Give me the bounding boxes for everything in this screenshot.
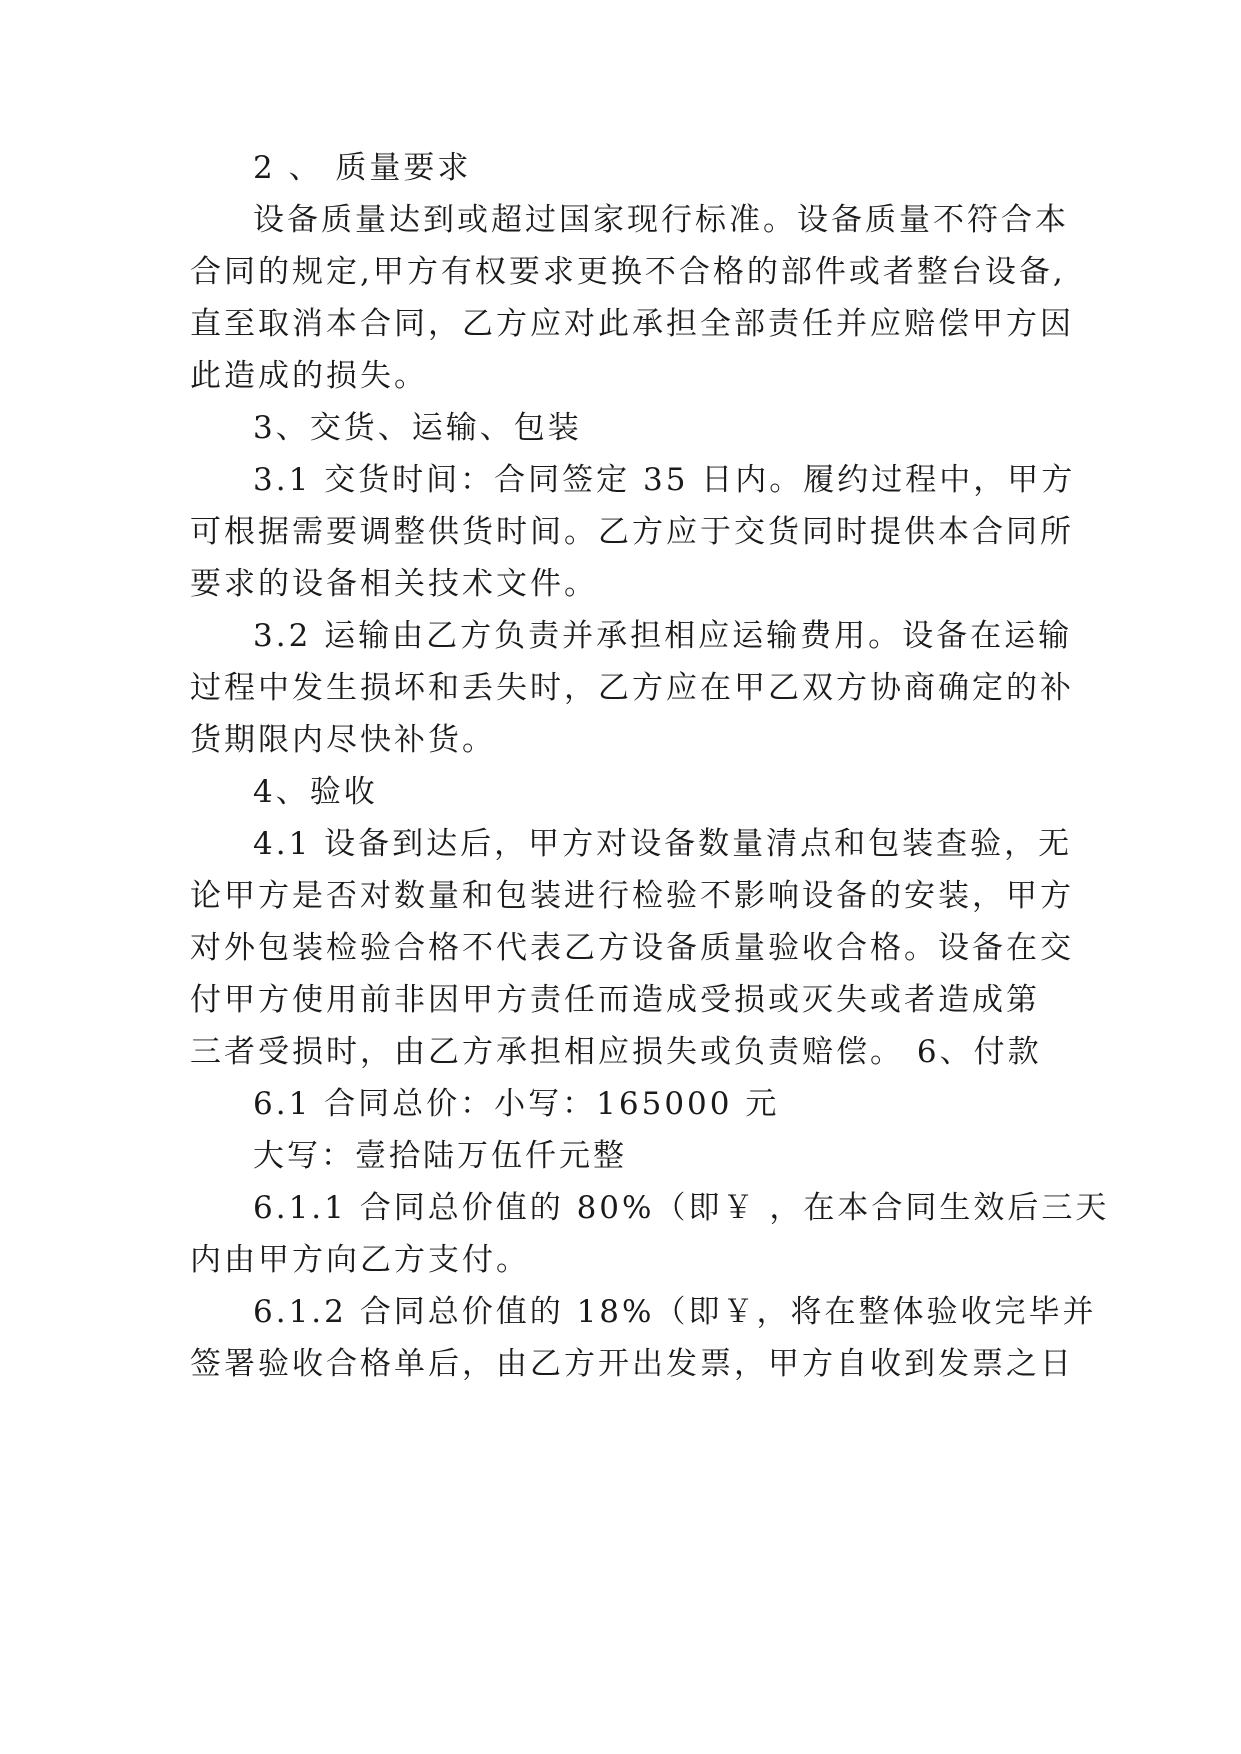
section-heading-acceptance: 4、验收 bbox=[253, 774, 378, 810]
paragraph-line: 6.1 合同总价：小写：165000 元 bbox=[253, 1086, 780, 1122]
paragraph-line: 货期限内尽快补货。 bbox=[190, 722, 496, 758]
paragraph-line: 4.1 设备到达后，甲方对设备数量清点和包装查验，无 bbox=[253, 826, 1073, 862]
paragraph-line: 大写：壹拾陆万伍仟元整 bbox=[253, 1138, 627, 1174]
paragraph-line: 设备质量达到或超过国家现行标准。设备质量不符合本 bbox=[253, 202, 1069, 238]
paragraph-line: 签署验收合格单后，由乙方开出发票，甲方自收到发票之日 bbox=[190, 1346, 1074, 1382]
paragraph-line: 3.1 交货时间：合同签定 35 日内。履约过程中，甲方 bbox=[253, 462, 1076, 498]
paragraph-line: 要求的设备相关技术文件。 bbox=[190, 566, 598, 602]
paragraph-line: 内由甲方向乙方支付。 bbox=[190, 1242, 530, 1278]
paragraph-line: 论甲方是否对数量和包装进行检验不影响设备的安装，甲方 bbox=[190, 878, 1074, 914]
paragraph-line: 三者受损时，由乙方承担相应损失或负责赔偿。 6、付款 bbox=[190, 1034, 1042, 1070]
paragraph-line: 6.1.1 合同总价值的 80%（即￥ ，在本合同生效后三天 bbox=[253, 1190, 1110, 1226]
paragraph-line: 合同的规定,甲方有权要求更换不合格的部件或者整台设备, bbox=[190, 254, 1066, 290]
paragraph-line: 此造成的损失。 bbox=[190, 358, 428, 394]
section-heading-delivery: 3、交货、运输、包装 bbox=[253, 410, 582, 446]
paragraph-line: 可根据需要调整供货时间。乙方应于交货同时提供本合同所 bbox=[190, 514, 1074, 550]
paragraph-line: 过程中发生损坏和丢失时，乙方应在甲乙双方协商确定的补 bbox=[190, 670, 1074, 706]
paragraph-line: 6.1.2 合同总价值的 18%（即￥，将在整体验收完毕并 bbox=[253, 1294, 1097, 1330]
section-heading-quality: 2 、 质量要求 bbox=[253, 150, 472, 186]
paragraph-line: 付甲方使用前非因甲方责任而造成受损或灭失或者造成第 bbox=[190, 982, 1040, 1018]
paragraph-line: 直至取消本合同，乙方应对此承担全部责任并应赔偿甲方因 bbox=[190, 306, 1074, 342]
paragraph-line: 对外包装检验合格不代表乙方设备质量验收合格。设备在交 bbox=[190, 930, 1074, 966]
paragraph-line: 3.2 运输由乙方负责并承担相应运输费用。设备在运输 bbox=[253, 618, 1073, 654]
